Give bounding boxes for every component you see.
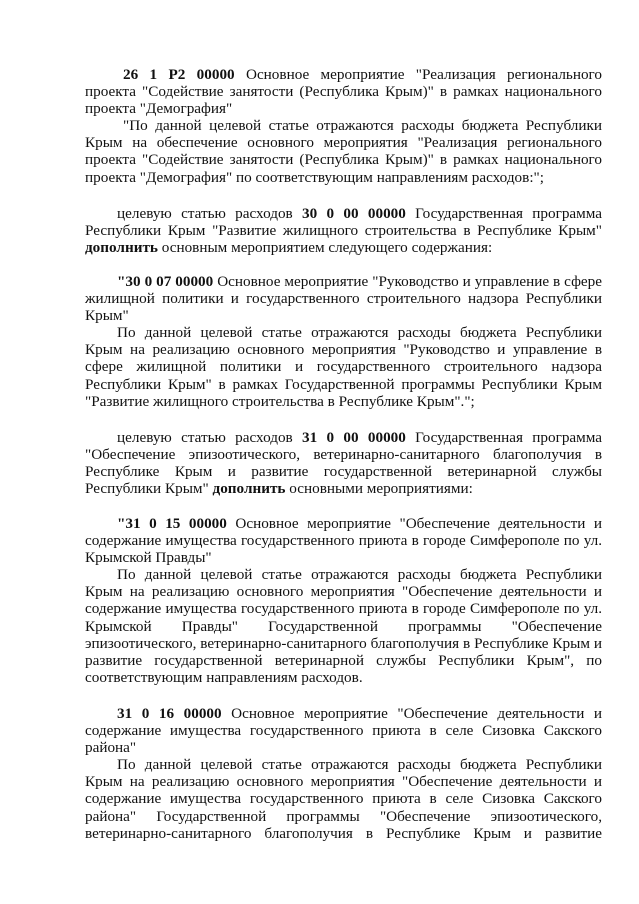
paragraph-text: Государственная программа Республики Крым "Развитие жилищного строительства в Республике Крым" [85, 205, 603, 240]
paragraph-heading-30-0-07 [85, 273, 602, 324]
paragraph-heading-31-0-15 [85, 515, 602, 566]
paragraph-body-30-0-07 [85, 324, 602, 409]
paragraph-text: По данной целевой статье отражаются расходы бюджета Республики Крым на реализацию основного мероприятия "Обеспечение деятельности и содержание имущества государственного приюта в селе Сизовка Сакского района" Государственной программы "Обеспечение эпизоотического, ветеринарно-санитарного благополучия в Республике Крым и развитие [85, 756, 602, 842]
budget-code: 30 0 00 00000 [302, 205, 406, 222]
paragraph-text: Основное мероприятие "Обеспечение деятельности и содержание имущества государственного приюта в селе Сизовка Сакского района" [85, 705, 603, 757]
paragraph-target-31-0-00 [85, 429, 602, 497]
paragraph-text: По данной целевой статье отражаются расходы бюджета Республики Крым на реализацию основного мероприятия "Руководство и управление в сфере жилищной политики и государственного строительного надзора Республики Крым" в рамках Государственной программы Республики Крым "Развитие жилищного строительства в Республике Крым"."; [85, 324, 602, 410]
paragraph-text: основными мероприятиями: [285, 480, 473, 498]
paragraph-heading-26-1-p2 [85, 66, 602, 117]
paragraph-body-31-0-16 [85, 756, 602, 841]
budget-code: 31 0 00 00000 [302, 429, 406, 446]
paragraph-body-31-0-15 [85, 566, 602, 686]
paragraph-text: основным мероприятием следующего содержания: [157, 239, 493, 257]
section-30-0-07 [85, 273, 602, 410]
budget-code: 31 0 16 00000 [117, 705, 222, 722]
paragraph-text: Основное мероприятие "Руководство и управление в сфере жилищной политики и государственного строительного надзора Республики Крым" [85, 273, 602, 325]
paragraph-text: Основное мероприятие "Реализация регионального проекта "Содействие занятости (Республика Крым)" в рамках национального проекта "Демография" [85, 66, 603, 118]
budget-code: "31 0 15 00000 [117, 515, 227, 532]
section-26-1-p2 [85, 66, 602, 186]
keyword-dopolnit: дополнить [212, 480, 286, 498]
paragraph-heading-31-0-16 [85, 705, 602, 756]
section-31-0-00 [85, 429, 602, 497]
keyword-dopolnit: дополнить [85, 239, 158, 257]
paragraph-text: целевую статью расходов [117, 429, 303, 446]
budget-code: "30 0 07 00000 [117, 273, 214, 290]
paragraph-text: "По данной целевой статье отражаются расходы бюджета Республики Крым на обеспечение основного мероприятия "Реализация регионального проекта "Содействие занятости (Республика Крым)" в рамках национального проекта "Демография" по соответствующим направлениям расходов:"; [85, 117, 602, 186]
section-30-0-00 [85, 205, 602, 256]
budget-code: 26 1 Р2 00000 [123, 66, 235, 83]
section-31-0-15 [85, 515, 602, 686]
paragraph-body-26-1-p2 [85, 117, 602, 185]
paragraph-text: Государственная программа "Обеспечение эпизоотического, ветеринарно-санитарного благополучия в Республике Крым и развитие государственной ветеринарной службы Республики Крым" [85, 429, 603, 498]
paragraph-target-30-0-00 [85, 205, 602, 256]
paragraph-text: целевую статью расходов [117, 205, 303, 222]
section-31-0-16 [85, 705, 602, 842]
paragraph-text: Основное мероприятие "Обеспечение деятельности и содержание имущества государственного приюта в городе Симферополе по ул. Крымской Правды" [85, 515, 602, 567]
paragraph-text: По данной целевой статье отражаются расходы бюджета Республики Крым на реализацию основного мероприятия "Обеспечение деятельности и содержание имущества государственного приюта в городе Симферополе по ул. Крымской Правды" Государственной программы "Обеспечение эпизоотического, ветеринарно-санитарного благополучия в Республике Крым и развитие государственной ветеринарной службы Республики Крым", по соответствующим направлениям расходов. [85, 566, 602, 686]
